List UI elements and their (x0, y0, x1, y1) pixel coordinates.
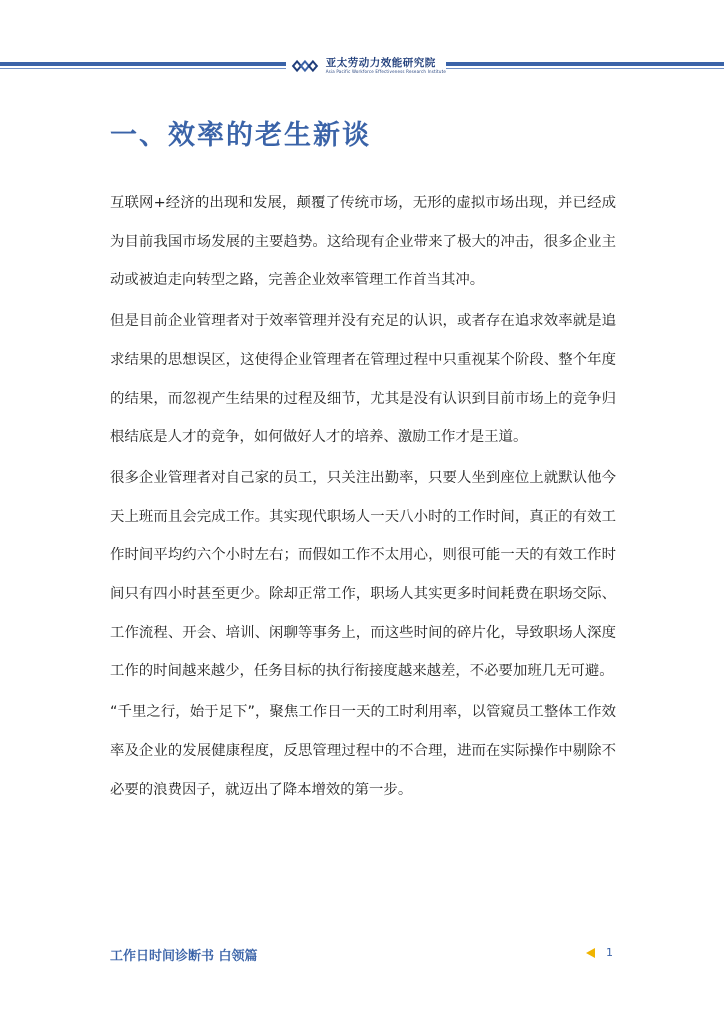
section-title: 一、效率的老生新谈 (110, 120, 371, 151)
paragraph-1: 互联网+经济的出现和发展，颠覆了传统市场，无形的虚拟市场出现，并已经成为目前我国市场发展的主要趋势。这给现有企业带来了极大的冲击，很多企业主动或被迫走向转型之路，完善企业效率管理工作首当其冲。 (110, 195, 616, 289)
logo-text: 亚太劳动力效能研究院 (325, 56, 436, 69)
logo-subtext: Asia Pacific Workforce Effectiveness Research Institute (325, 69, 446, 75)
logo-emblem-icon (290, 56, 322, 76)
paragraph-4: “千里之行，始于足下”，聚焦工作日一天的工时利用率，以管窥员工整体工作效率及企业的发展健康程度，反思管理过程中的不合理，进而在实际操作中剔除不必要的浪费因子，就迈出了降本增效的第一步。 (110, 704, 616, 798)
page-arrow-icon (586, 948, 595, 958)
institute-logo (286, 54, 446, 78)
body-text (110, 184, 616, 811)
footer-document-title: 工作日时间诊断书 白领篇 (110, 949, 258, 964)
paragraph-3: 很多企业管理者对自己家的员工，只关注出勤率，只要人坐到座位上就默认他今天上班而且会完成工作。其实现代职场人一天八小时的工作时间，真正的有效工作时间平均约六个小时左右；而假如工作不太用心，则很可能一天的有效工作时间只有四小时甚至更少。除却正常工作，职场人其实更多时间耗费在职场交际、工作流程、开会、培训、闲聊等事务上，而这些时间的碎片化，导致职场人深度工作的时间越来越少，任务目标的执行衔接度越来越差，不必要加班几无可避。 (110, 469, 616, 680)
page-number: 1 (606, 946, 613, 959)
paragraph-2: 但是目前企业管理者对于效率管理并没有充足的认识，或者存在追求效率就是追求结果的思想误区，这使得企业管理者在管理过程中只重视某个阶段、整个年度的结果，而忽视产生结果的过程及细节，尤其是没有认识到目前市场上的竞争归根结底是人才的竞争，如何做好人才的培养、激励工作才是王道。 (110, 313, 616, 446)
